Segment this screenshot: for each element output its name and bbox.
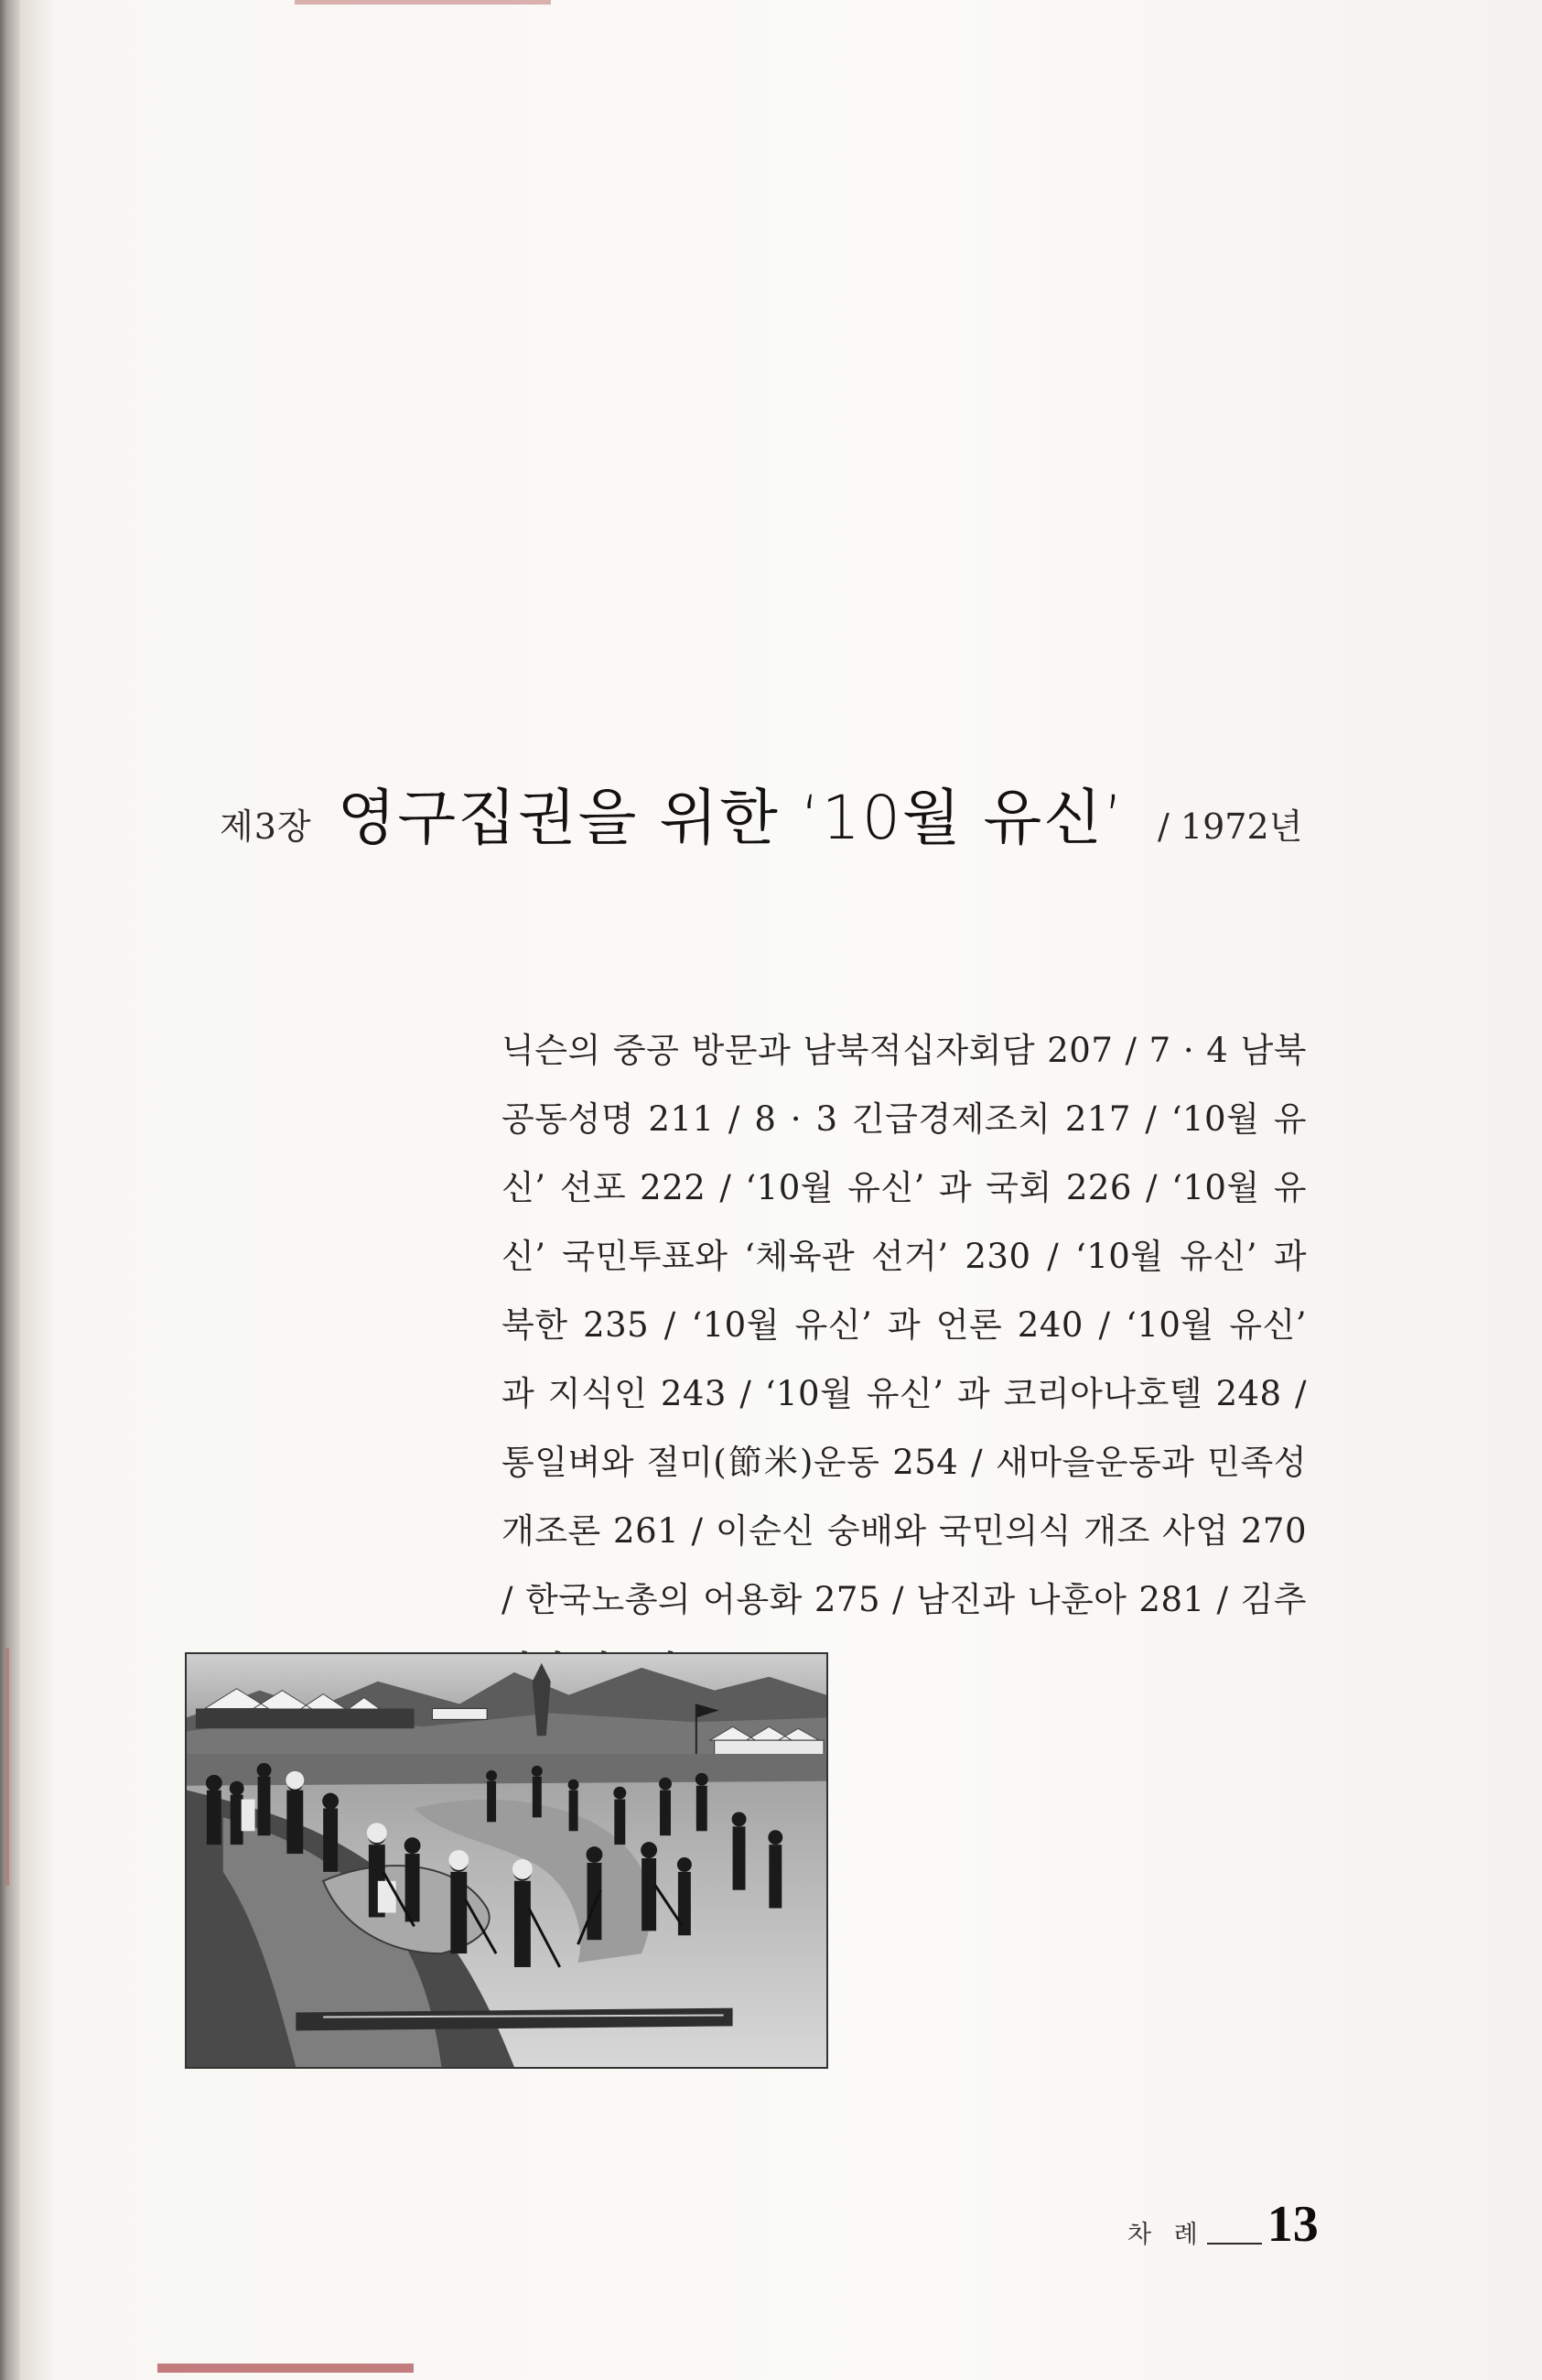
footer-label: 차 례 (1127, 2221, 1205, 2249)
footer-rule (1207, 2243, 1262, 2245)
bottom-edge-mark (157, 2364, 414, 2373)
running-footer (1127, 2186, 1338, 2253)
page-number: 13 (1267, 2196, 1319, 2253)
chapter-year: / 1972년 (1158, 806, 1303, 847)
photo-workers-excavation (185, 1652, 828, 2069)
chapter-title: 영구집권을 위한 ‘10월 유신’ (337, 783, 1126, 853)
toc-entries: 닉슨의 중공 방문과 남북적십자회담 207 / 7 · 4 남북공동성명 211 / 8 · 3 긴급경제조치 217 / ‘10월 유신’ 선포 222 / ‘10월 유신’ 과 국회 226 / ‘10월 유신’ 국민투표와 ‘체육관 선거’ 230 / ‘10월 유신’ 과 북한 235 / ‘10월 유신’ 과 언론 240 / ‘10월 유신’ 과 지식인 243 / ‘10월 유신’ 과 코리아나호텔 248 / 통일벼와 절미(節米)운동 254 / 새마을운동과 민족성 개조론 261 / 이순신 숭배와 국민의식 개조 사업 270 / 한국노총의 어용화 275 / 남진과 나훈아 281 / 김추 (501, 1031, 1308, 1619)
chapter-label: 제3장 (220, 806, 312, 847)
book-spine (0, 0, 20, 2380)
chapter-heading (220, 769, 1364, 870)
top-edge-mark (295, 0, 551, 5)
spine-mark (5, 1648, 9, 1886)
